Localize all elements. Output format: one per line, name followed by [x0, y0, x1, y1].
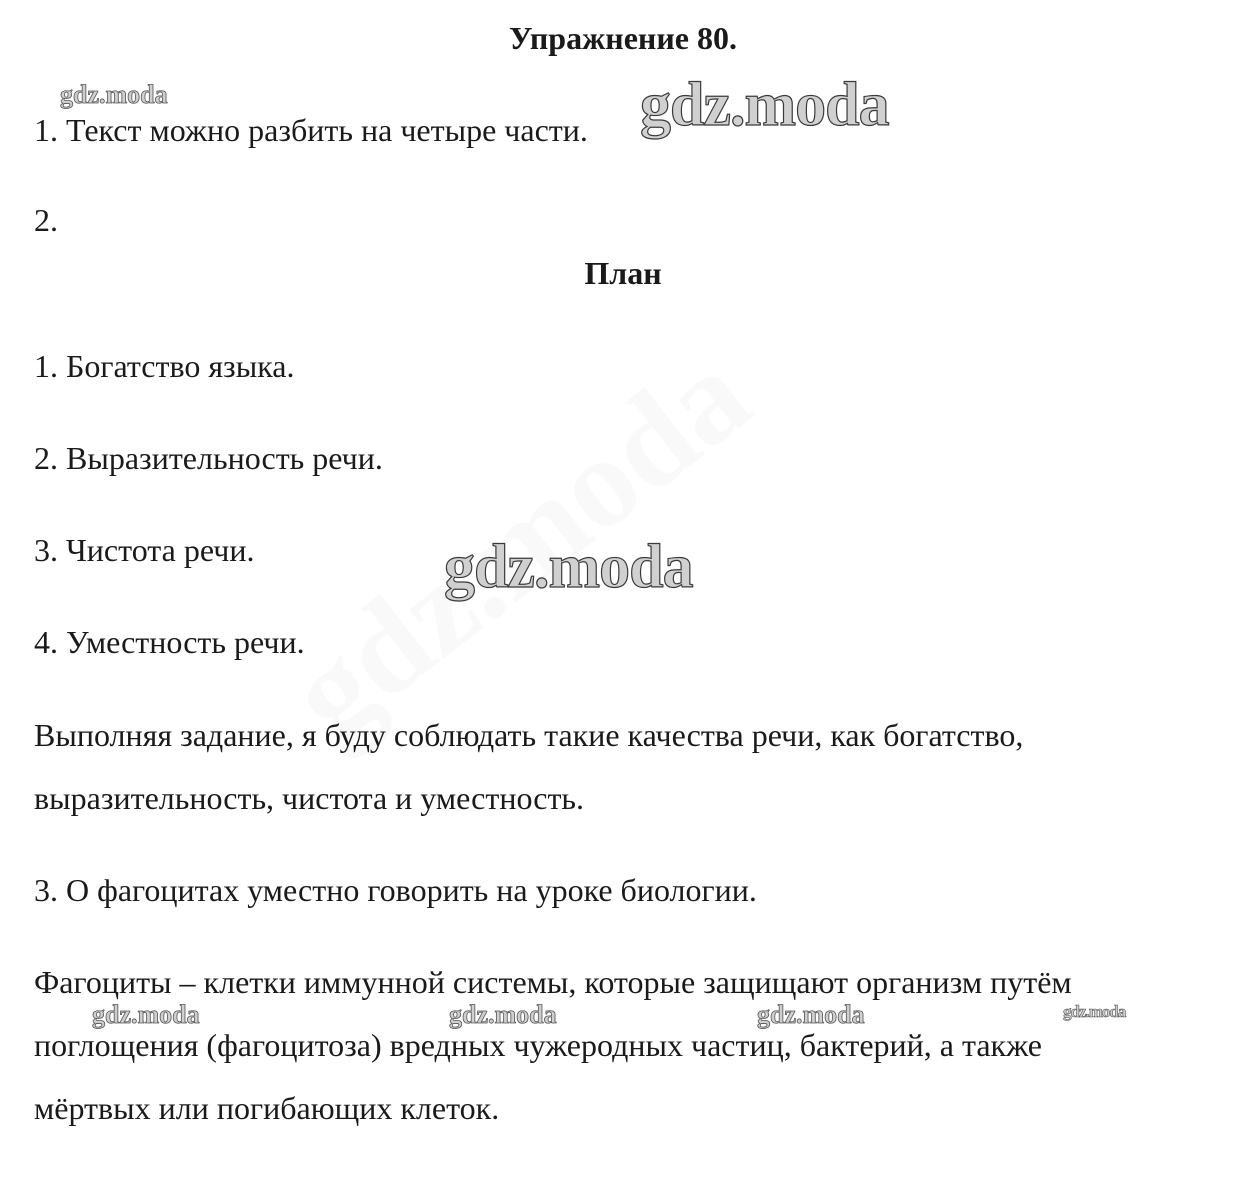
plan-item-3: 3. Чистота речи. [34, 532, 255, 568]
plan-item-2: 2. Выразительность речи. [34, 440, 383, 476]
summary-line-1: Выполняя задание, я буду соблюдать такие качества речи, как богатство, [34, 717, 1024, 753]
definition-line-2: поглощения (фагоцитоза) вредных чужеродных частиц, бактерий, а также [34, 1027, 1042, 1063]
watermark-bottom-3: gdz.moda [757, 1000, 865, 1029]
watermark-bottom-2: gdz.moda [449, 1000, 557, 1029]
watermark-top-left: gdz.moda [60, 80, 168, 109]
watermark-center-large: gdz.moda [444, 533, 693, 601]
definition-line-3: мёртвых или погибающих клеток. [34, 1090, 500, 1126]
plan-item-4: 4. Уместность речи. [34, 624, 305, 660]
summary-line-2: выразительность, чистота и уместность. [34, 780, 585, 816]
plan-title: План [584, 255, 662, 291]
watermark-bottom-1: gdz.moda [92, 1000, 200, 1029]
definition-line-1: Фагоциты – клетки иммунной системы, которые защищают организм путём [34, 964, 1072, 1000]
exercise-title: Упражнение 80. [508, 20, 737, 56]
plan-item-1: 1. Богатство языка. [34, 348, 295, 384]
watermark-bottom-4: gdz.moda [1063, 1002, 1126, 1021]
answer-line-2: 2. [34, 202, 58, 238]
answer-line-1: 1. Текст можно разбить на четыре части. [34, 112, 588, 148]
answer-line-3: 3. О фагоцитах уместно говорить на уроке биологии. [34, 872, 757, 908]
watermark-top-large: gdz.moda [640, 71, 889, 139]
